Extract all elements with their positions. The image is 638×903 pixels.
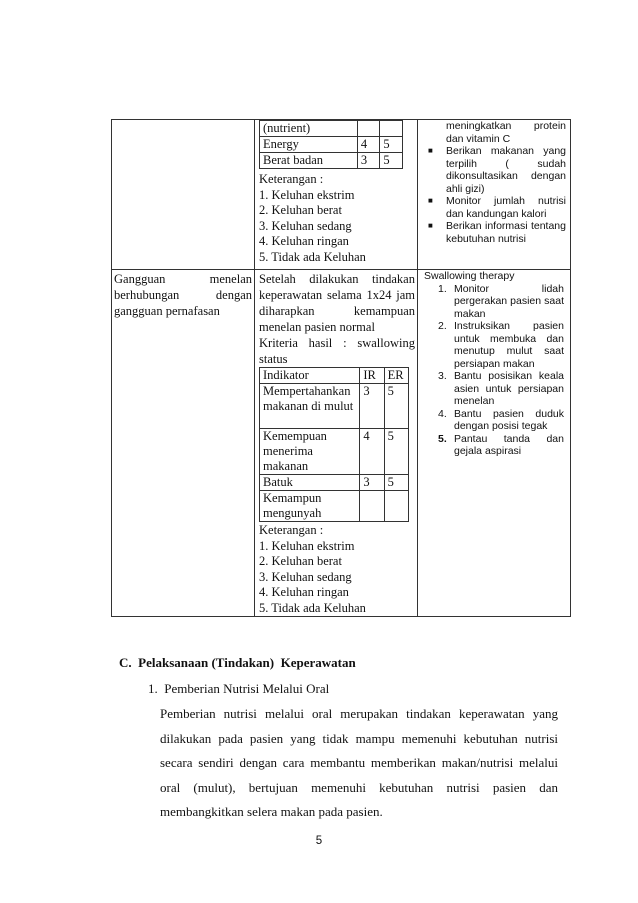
er-value: 5: [384, 429, 408, 475]
criteria-text: Kriteria hasil : swallowing status: [259, 336, 415, 366]
list-text: Bantu posisikan keala asien untuk persiapan menelan: [454, 370, 564, 407]
ir-value: 3: [360, 384, 384, 429]
er-value: [380, 121, 403, 137]
list-item: [438, 432, 568, 458]
list-text: Bantu pasien duduk dengan posisi tegak: [454, 407, 564, 432]
keterangan-item: 3. Keluhan sedang: [259, 218, 352, 233]
indicator-label: Mempertahankan makanan di mulut: [260, 384, 360, 429]
indicator-header: Indikator: [260, 368, 360, 384]
list-item: ■ Berikan makanan yang terpilih ( sudah dikonsultasikan dengan ahli gizi): [446, 145, 568, 195]
table-row: [260, 137, 403, 153]
er-value: [384, 491, 408, 522]
ir-header: IR: [360, 368, 384, 384]
er-value: 5: [384, 384, 408, 429]
table-row: [260, 429, 409, 475]
diagnosis-cell: [112, 270, 255, 617]
list-number: 4.: [438, 407, 447, 420]
page-number: 5: [315, 835, 323, 847]
er-value: 5: [380, 137, 403, 153]
list-number: 3.: [438, 370, 447, 382]
er-value: 5: [380, 153, 403, 169]
outcome-goal-text: Setelah dilakukan tindakan keperawatan selama 1x24 jam diharapkan kemampuan menelan pasien normal: [259, 272, 415, 334]
section-heading: [119, 655, 559, 671]
indicator-label: Kemempuan menerima makanan: [260, 429, 360, 475]
swallowing-indicator-table: [259, 367, 409, 522]
keterangan-item: 3. Keluhan sedang: [259, 569, 352, 584]
list-number: 5.: [438, 432, 447, 445]
ir-value: 3: [357, 153, 380, 169]
intervention-cell: [418, 270, 571, 617]
body-paragraph: Pemberian nutrisi melalui oral merupakan tindakan keperawatan yang dilakukan pada pasien yang tidak mampu memenuhi kebutuhan nutrisi secara sendiri dengan cara membantu memberikan makan/nutrisi melalui oral (mulut), bertujuan memenuhi kebutuhan nutrisi pasien dan membangkitkan selera makan pada pasien.: [160, 706, 558, 820]
indicator-label: (nutrient): [260, 121, 358, 137]
intervention-cell: [418, 120, 571, 270]
list-item: [438, 320, 568, 370]
list-text: Pantau tanda dan gejala aspirasi: [454, 432, 564, 457]
table-row: [260, 153, 403, 169]
keterangan-item: 5. Tidak ada Keluhan: [259, 600, 366, 615]
list-item: [438, 370, 568, 408]
subsection-title: 1. Pemberian Nutrisi Melalui Oral: [148, 681, 330, 696]
keterangan-item: 1. Keluhan ekstrim: [259, 538, 355, 553]
table-row: [112, 120, 571, 270]
keterangan-item: 2. Keluhan berat: [259, 203, 342, 217]
intervention-bullet-list: [420, 145, 568, 245]
diagnosis-cell-empty: [112, 120, 255, 270]
er-header: ER: [384, 368, 408, 384]
keterangan-item: 1. Keluhan ekstrim: [259, 187, 355, 202]
indicator-label: Energy: [260, 137, 358, 153]
therapy-title: Swallowing therapy: [424, 270, 515, 282]
keterangan-item: 4. Keluhan ringan: [259, 234, 349, 248]
intervention-continued-text: meningkatkan protein dan vitamin C: [446, 120, 566, 145]
table-row: [112, 270, 571, 617]
keterangan-title: Keterangan :: [259, 523, 324, 537]
table-row: [260, 121, 403, 137]
indicator-label: Kemampun mengunyah: [260, 491, 360, 522]
list-item: ■ Berikan informasi tentang kebutuhan nutrisi: [446, 220, 568, 245]
diagnosis-text: Gangguan menelan berhubungan dengan gangguan pernafasan: [114, 272, 252, 318]
section-title: C. Pelaksanaan (Tindakan) Keperawatan: [119, 655, 356, 670]
ir-value: [357, 121, 380, 137]
ir-value: 4: [357, 137, 380, 153]
keterangan-item: 4. Keluhan ringan: [259, 585, 349, 599]
list-text: Monitor lidah pergerakan pasien saat makan: [454, 282, 564, 320]
list-text: Instruksikan pasien untuk membuka dan menutup mulut saat persiapan makan: [454, 320, 564, 370]
list-item: [438, 407, 568, 433]
list-item: [438, 282, 568, 321]
outcome-cell: [255, 120, 418, 270]
keterangan-item: 5. Tidak ada Keluhan: [259, 249, 366, 264]
keterangan-title: Keterangan :: [259, 172, 324, 186]
intervention-table: [111, 119, 571, 617]
list-number: 1.: [438, 282, 447, 295]
ir-value: 4: [360, 429, 384, 475]
er-value: 5: [384, 475, 408, 491]
table-row: [260, 491, 409, 522]
table-row: [260, 368, 409, 384]
indicator-label: Batuk: [260, 475, 360, 491]
indicator-label: Berat badan: [260, 153, 358, 169]
therapy-list: [420, 283, 568, 458]
table-row: [260, 475, 409, 491]
nutrient-indicator-table: [259, 120, 403, 169]
table-row: [260, 384, 409, 429]
keterangan-item: 2. Keluhan berat: [259, 554, 342, 568]
list-number: 2.: [438, 320, 447, 332]
ir-value: [360, 491, 384, 522]
outcome-cell: [255, 270, 418, 617]
list-item: ■ Monitor jumlah nutrisi dan kandungan kalori: [446, 195, 568, 220]
ir-value: 3: [360, 475, 384, 491]
